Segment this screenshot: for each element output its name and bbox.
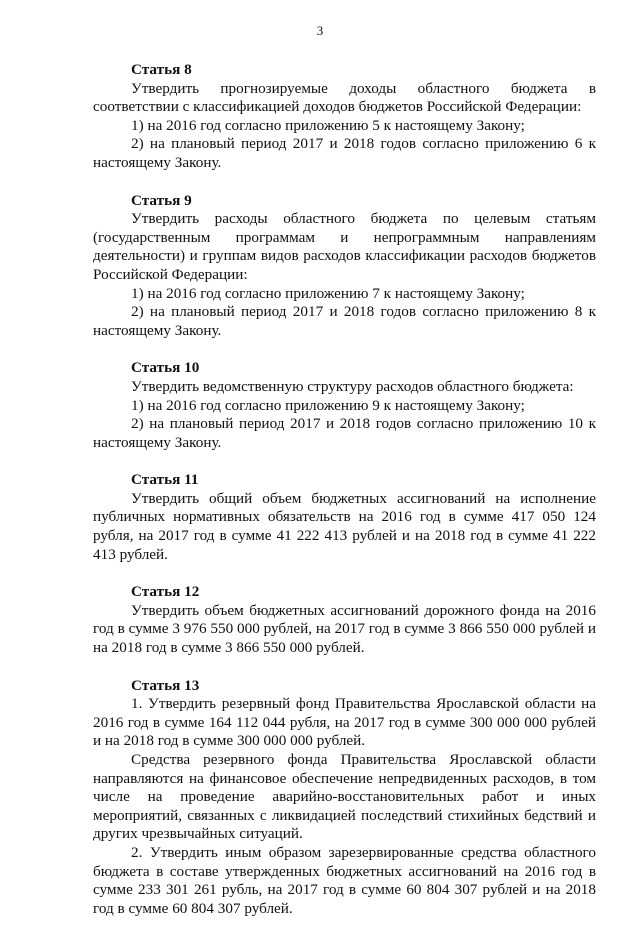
article-title: Статья 8: [131, 61, 192, 78]
article-paragraph: Утвердить объем бюджетных ассигнований дорожного фонда на 2016 год в сумме 3 976 550 000 рублей, на 2017 год в сумме 3 866 550 000 рублей и на 2018 год в сумме 3 866 550 000 рублей.: [93, 601, 596, 657]
article-paragraph: Утвердить расходы областного бюджета по целевым статьям (государственным программам и непрограммным направлениям деятельности) и группам видов расходов классификации расходов бюджетов Российской Федерации:: [93, 210, 596, 283]
article-section: [93, 192, 596, 341]
article-paragraph: 1) на 2016 год согласно приложению 9 к настоящему Закону;: [131, 396, 525, 414]
article-paragraph: Утвердить ведомственную структуру расходов областного бюджета:: [131, 377, 574, 395]
article-paragraph: 2. Утвердить иным образом зарезервированные средства областного бюджета в составе утвержденных бюджетных ассигнований на 2016 год в сумме 233 301 261 рубль, на 2017 год в сумме 60 804 307 рублей и на 2018 год в сумме 60 804 307 рублей.: [93, 843, 596, 917]
article-section: [93, 677, 596, 919]
article-section: [93, 359, 596, 452]
page-number: 3: [316, 23, 324, 38]
article-paragraph: 1) на 2016 год согласно приложению 7 к настоящему Закону;: [131, 284, 525, 302]
article-title: Статья 13: [131, 676, 200, 694]
article-title: Статья 12: [131, 583, 200, 601]
article-section: [93, 471, 596, 564]
article-paragraph: Утвердить прогнозируемые доходы областного бюджета в соответствии с классификацией доходов бюджетов Российской Федерации:: [93, 79, 596, 116]
article-paragraph: 2) на плановый период 2017 и 2018 годов согласно приложению 6 к настоящему Закону.: [93, 135, 596, 171]
document-body: [93, 61, 596, 937]
article-paragraph: Средства резервного фонда Правительства Ярославской области направляются на финансовое обеспечение непредвиденных расходов, в том числе на проведение аварийно-восстановительных работ и иных мероприятий, связанных с ликвидацией последствий стихийных бедствий и других чрезвычайных ситуаций.: [93, 751, 596, 843]
article-title: Статья 9: [131, 191, 192, 209]
article-section: [93, 583, 596, 657]
article-title: Статья 11: [131, 471, 199, 489]
article-paragraph: 1) на 2016 год согласно приложению 5 к настоящему Закону;: [131, 116, 525, 134]
article-paragraph: Утвердить общий объем бюджетных ассигнований на исполнение публичных нормативных обязательств на 2016 год в сумме 417 050 124 рубля, на 2017 год в сумме 41 222 413 рублей и на 2018 год в сумме 41 222 413 рублей.: [93, 489, 596, 563]
article-paragraph: 1. Утвердить резервный фонд Правительства Ярославской области на 2016 год в сумме 164 112 044 рубля, на 2017 год в сумме 300 000 000 рублей и на 2018 год в сумме 300 000 000 рублей.: [93, 695, 596, 750]
article-section: [93, 61, 596, 173]
article-paragraph: 2) на плановый период 2017 и 2018 годов согласно приложению 8 к настоящему Закону.: [93, 303, 596, 339]
article-title: Статья 10: [131, 359, 200, 377]
article-paragraph: 2) на плановый период 2017 и 2018 годов согласно приложению 10 к настоящему Закону.: [93, 415, 596, 451]
